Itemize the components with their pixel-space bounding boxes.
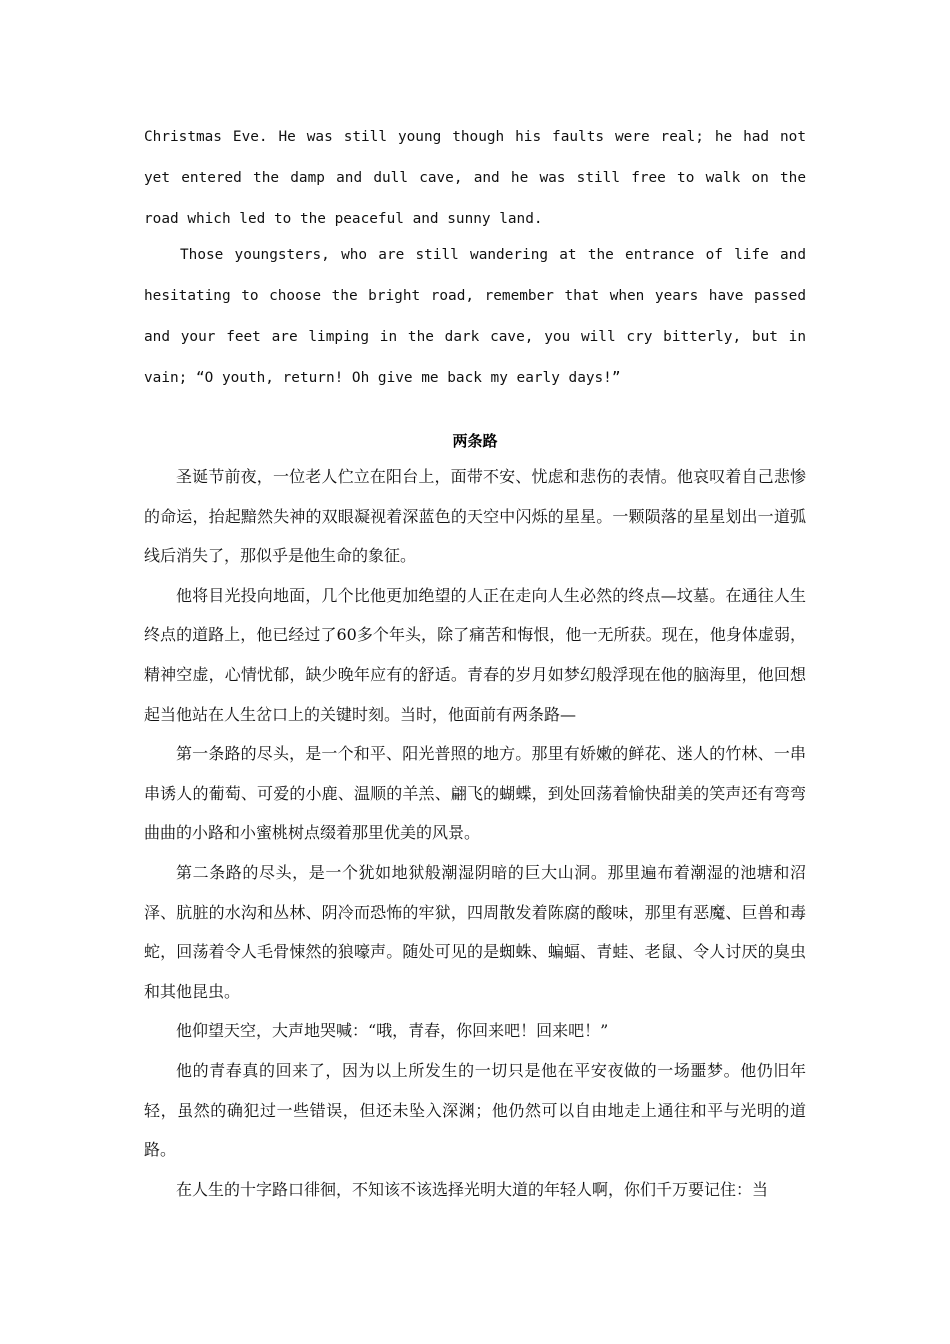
chinese-title: 两条路 — [452, 432, 498, 450]
chinese-paragraph-5: 他仰望天空，大声地哭喊：“哦，青春，你回来吧！回来吧！” — [176, 1021, 609, 1041]
chinese-paragraph-6: 他的青春真的回来了，因为以上所发生的一切只是他在平安夜做的一场噩梦。他仍旧年轻，虽然的确犯过一些错误，但还未坠入深渊；他仍然可以自由地走上通往和平与光明的道路。 — [144, 1060, 806, 1160]
english-paragraph-1: Christmas Eve. He was still young though his faults were real; he had not yet entered the damp and dull cave, and he was still free to walk on the road which led to the peaceful and sunny land. — [144, 129, 806, 227]
chinese-paragraph-3: 第一条路的尽头，是一个和平、阳光普照的地方。那里有娇嫩的鲜花、迷人的竹林、一串串诱人的葡萄、可爱的小鹿、温顺的羊羔、翩飞的蝴蝶，到处回荡着愉快甜美的笑声还有弯弯曲曲的小路和小蜜桃树点缀着那里优美的风景。 — [144, 744, 806, 843]
english-text-block — [144, 117, 806, 399]
english-paragraph-2: Those youngsters, who are still wandering at the entrance of life and hesitating to choose the bright road, remember that when years have passed and your feet are limping in the dark cave, you will cry bitterly, but in vain; “O youth, return! Oh give me back my early days!” — [144, 247, 806, 386]
chinese-paragraph-2: 他将目光投向地面，几个比他更加绝望的人正在走向人生必然的终点—坟墓。在通往人生终点的道路上，他已经过了60多个年头，除了痛苦和悔恨，他一无所获。现在，他身体虚弱，精神空虚，心情忧郁，缺少晚年应有的舒适。青春的岁月如梦幻般浮现在他的脑海里，他回想起当他站在人生岔口上的关键时刻。当时，他面前有两条路— — [144, 585, 806, 724]
chinese-paragraph-7: 在人生的十字路口徘徊，不知该不该选择光明大道的年轻人啊，你们千万要记住：当 — [176, 1179, 769, 1199]
chinese-paragraph-4: 第二条路的尽头，是一个犹如地狱般潮湿阴暗的巨大山洞。那里遍布着潮湿的池塘和沼泽、肮脏的水沟和丛林、阴冷而恐怖的牢狱，四周散发着陈腐的酸味，那里有恶魔、巨兽和毒蛇，回荡着令人毛骨悚然的狼嚎声。随处可见的是蜘蛛、蝙蝠、青蛙、老鼠、令人讨厌的臭虫和其他昆虫。 — [144, 862, 806, 1001]
chinese-text-block — [144, 457, 806, 1209]
chinese-paragraph-1: 圣诞节前夜，一位老人伫立在阳台上，面带不安、忧虑和悲伤的表情。他哀叹着自己悲惨的命运，抬起黯然失神的双眼凝视着深蓝色的天空中闪烁的星星。一颗陨落的星星划出一道弧线后消失了，那似乎是他生命的象征。 — [144, 467, 806, 566]
